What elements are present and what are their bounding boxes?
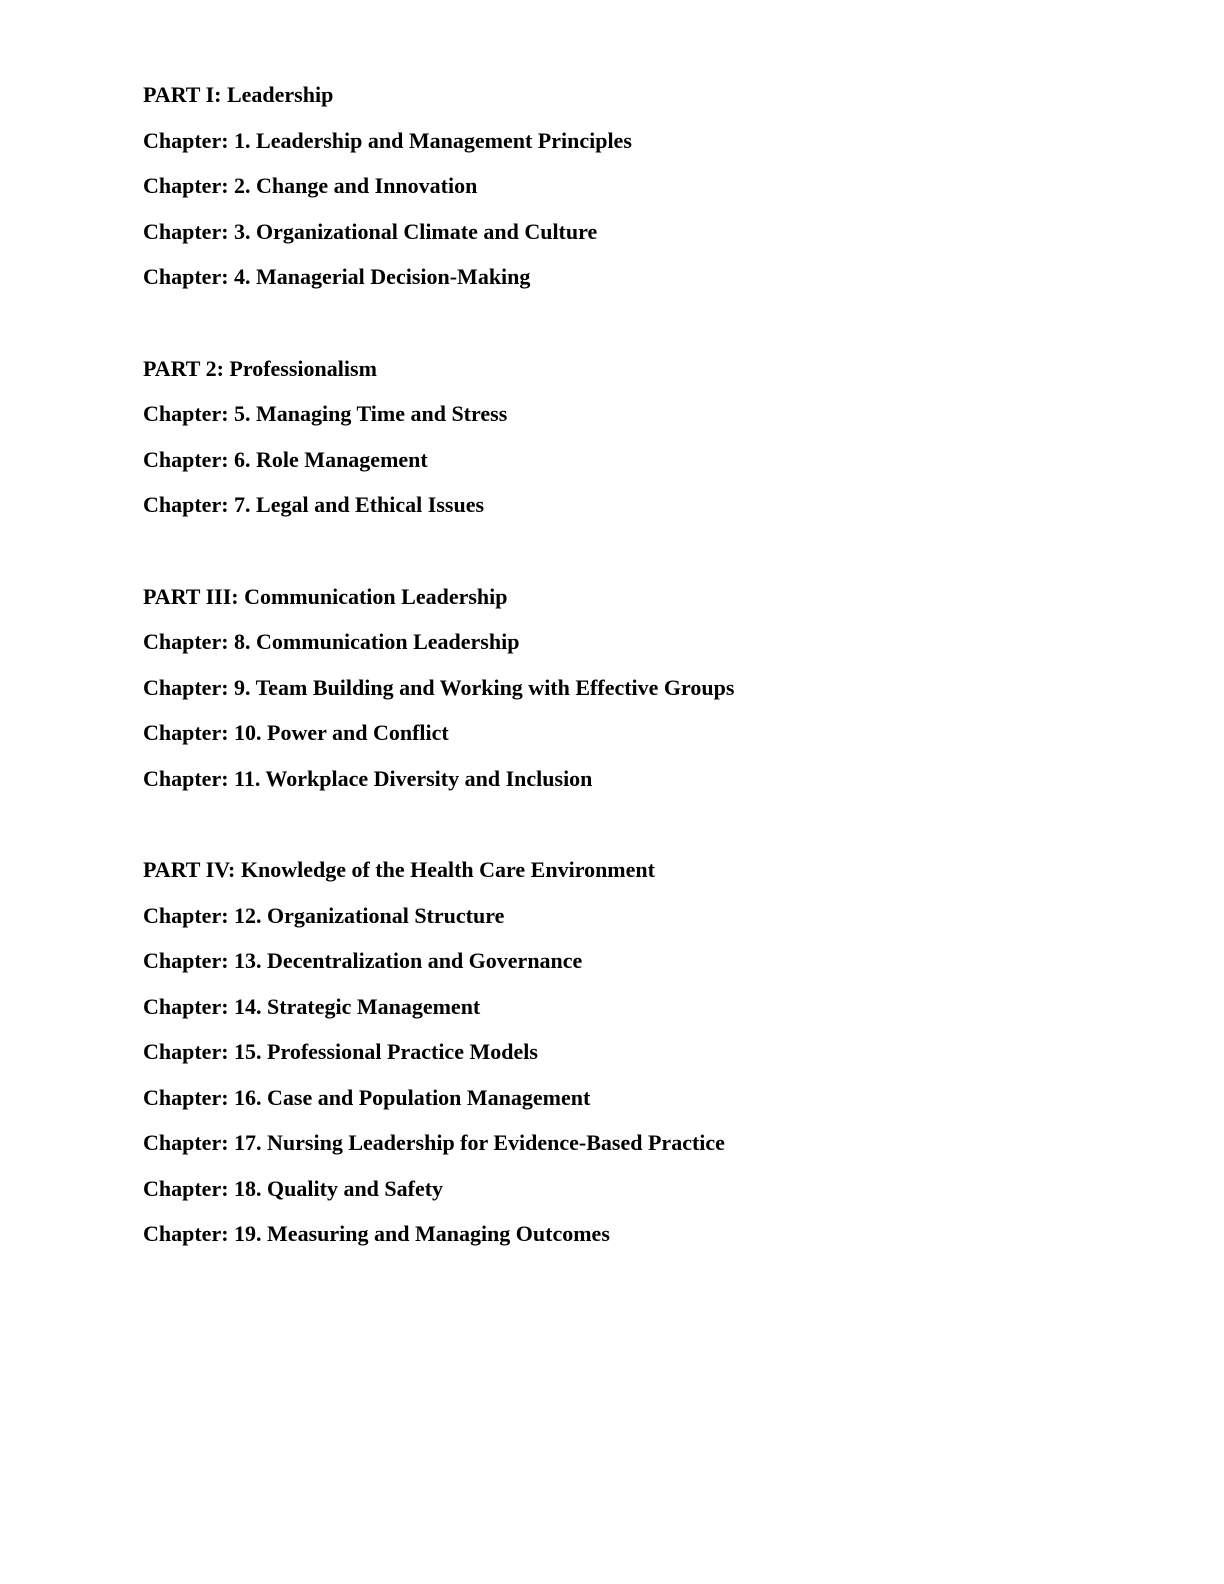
section-spacer	[143, 809, 1143, 855]
chapter-entry: Chapter: 4. Managerial Decision-Making	[143, 264, 531, 289]
chapter-entry: Chapter: 8. Communication Leadership	[143, 629, 520, 654]
part-heading: PART IV: Knowledge of the Health Care Environment	[143, 857, 655, 882]
chapter-entry: Chapter: 16. Case and Population Management	[143, 1084, 591, 1110]
chapter-entry: Chapter: 1. Leadership and Management Principles	[143, 127, 632, 153]
chapter-entry: Chapter: 6. Role Management	[143, 446, 428, 472]
chapter-entry: Chapter: 2. Change and Innovation	[143, 173, 478, 198]
section-spacer	[143, 308, 1143, 354]
section-spacer	[143, 536, 1143, 582]
chapter-entry: Chapter: 17. Nursing Leadership for Evidence-Based Practice	[143, 1130, 725, 1155]
chapter-entry: Chapter: 11. Workplace Diversity and Inclusion	[143, 765, 593, 791]
chapter-entry: Chapter: 14. Strategic Management	[143, 993, 481, 1019]
chapter-entry: Chapter: 7. Legal and Ethical Issues	[143, 492, 485, 517]
part-heading: PART III: Communication Leadership	[143, 583, 508, 609]
chapter-entry: Chapter: 10. Power and Conflict	[143, 720, 449, 745]
part-heading: PART 2: Professionalism	[143, 355, 377, 381]
chapter-entry: Chapter: 5. Managing Time and Stress	[143, 401, 508, 426]
chapter-entry: Chapter: 18. Quality and Safety	[143, 1175, 444, 1201]
chapter-entry: Chapter: 13. Decentralization and Governance	[143, 948, 583, 973]
chapter-entry: Chapter: 9. Team Building and Working with Effective Groups	[143, 674, 735, 700]
chapter-entry: Chapter: 15. Professional Practice Models	[143, 1039, 538, 1064]
chapter-entry: Chapter: 3. Organizational Climate and Culture	[143, 218, 598, 244]
part-heading: PART I: Leadership	[143, 82, 334, 107]
chapter-entry: Chapter: 12. Organizational Structure	[143, 902, 505, 928]
table-of-contents	[143, 80, 1143, 1265]
chapter-entry: Chapter: 19. Measuring and Managing Outcomes	[143, 1221, 610, 1246]
